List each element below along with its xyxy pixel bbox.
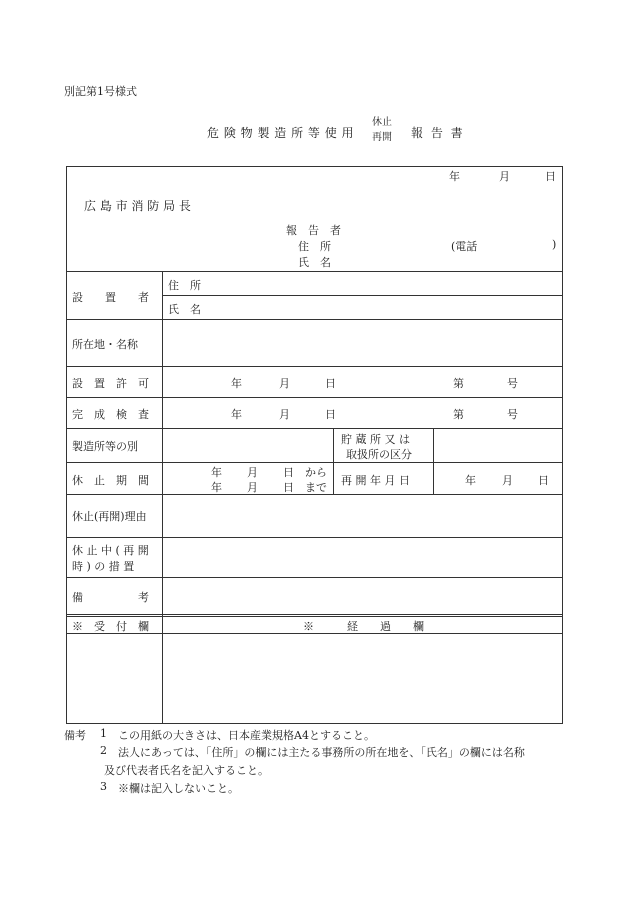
permit-number-prefix: 第 [453,377,464,390]
note-2-number: 2 [100,744,107,757]
row-divider [162,295,563,296]
installer-name-label: 氏 名 [168,303,201,316]
inspection-day: 日 [325,408,336,421]
note-1: この用紙の大きさは、日本産業規格A4とすること。 [118,729,375,742]
resume-month: 月 [502,474,513,487]
document-title-suffix: 報 告 書 [411,126,465,140]
permit-year: 年 [231,377,242,390]
permit-day: 日 [325,377,336,390]
period-until-month: 月 [247,481,258,494]
row-divider [66,319,563,320]
suspension-reason-label: 休止(再開)理由 [72,510,147,523]
title-stack-suspend: 休止 [372,117,392,128]
column-divider [333,428,334,494]
note-2-line1: 法人にあっては、「住所」の欄には主たる事務所の所在地を、「氏名」の欄には名称 [118,746,525,759]
permit-number-suffix: 号 [507,377,518,390]
period-until-text: まで [305,481,327,494]
measures-label-line1: 休 止 中 ( 再 開 [72,544,149,557]
reporter-label: 報 告 者 [286,224,341,237]
inspection-number-suffix: 号 [507,408,518,421]
title-stack-resume: 再開 [372,132,392,143]
resume-day: 日 [538,474,549,487]
period-from-year: 年 [211,466,222,479]
addressee: 広 島 市 消 防 局 長 [84,199,191,213]
resume-year: 年 [465,474,476,487]
installer-label: 設 置 者 [72,291,149,304]
period-from-day: 日 [283,466,294,479]
form-number: 別記第1号様式 [64,85,137,98]
note-1-number: 1 [100,727,107,740]
period-until-day: 日 [283,481,294,494]
column-divider [433,428,434,494]
installer-address-label: 住 所 [168,279,201,292]
suspension-period-label: 休 止 期 間 [72,474,149,487]
label-column-divider [162,271,163,724]
period-until-year: 年 [211,481,222,494]
double-divider [66,614,563,617]
date-month: 月 [499,170,510,183]
period-from-month: 月 [247,466,258,479]
row-divider [66,462,563,463]
permit-label: 設 置 許 可 [72,377,149,390]
remarks-label: 備 考 [72,591,149,604]
row-divider [66,428,563,429]
inspection-label: 完 成 検 査 [72,408,149,421]
phone-close: ) [552,238,557,251]
note-2-line2: 及び代表者氏名を記入すること。 [104,764,269,777]
storage-type-label-line1: 貯 蔵 所 又 は [341,433,410,446]
row-divider [66,366,563,367]
location-label: 所在地・名称 [72,338,138,351]
inspection-month: 月 [279,408,290,421]
storage-type-label-line2: 取扱所の区分 [346,448,412,461]
document-title: 危 険 物 製 造 所 等 使 用 [207,126,355,140]
inspection-year: 年 [231,408,242,421]
reception-label: ※ 受 付 欄 [72,620,149,633]
date-day: 日 [545,170,556,183]
phone-label: (電話 [451,240,478,253]
resume-date-label: 再 開 年 月 日 [341,474,410,487]
row-divider [66,577,563,578]
note-3: ※欄は記入しないこと。 [118,782,239,795]
inspection-number-prefix: 第 [453,408,464,421]
facility-type-label: 製造所等の別 [72,440,138,453]
reporter-name-label: 氏 名 [298,256,331,269]
row-divider [66,537,563,538]
progress-label: ※ 経 過 欄 [303,620,424,633]
title-stack [372,115,392,145]
row-divider [66,271,563,272]
measures-label-line2: 時 ) の 措 置 [72,560,135,573]
date-year: 年 [449,170,460,183]
reporter-address-label: 住 所 [298,240,331,253]
period-from-text: から [305,466,327,479]
row-divider [66,397,563,398]
permit-month: 月 [279,377,290,390]
note-3-number: 3 [100,780,107,793]
notes-heading: 備考 [64,729,86,742]
